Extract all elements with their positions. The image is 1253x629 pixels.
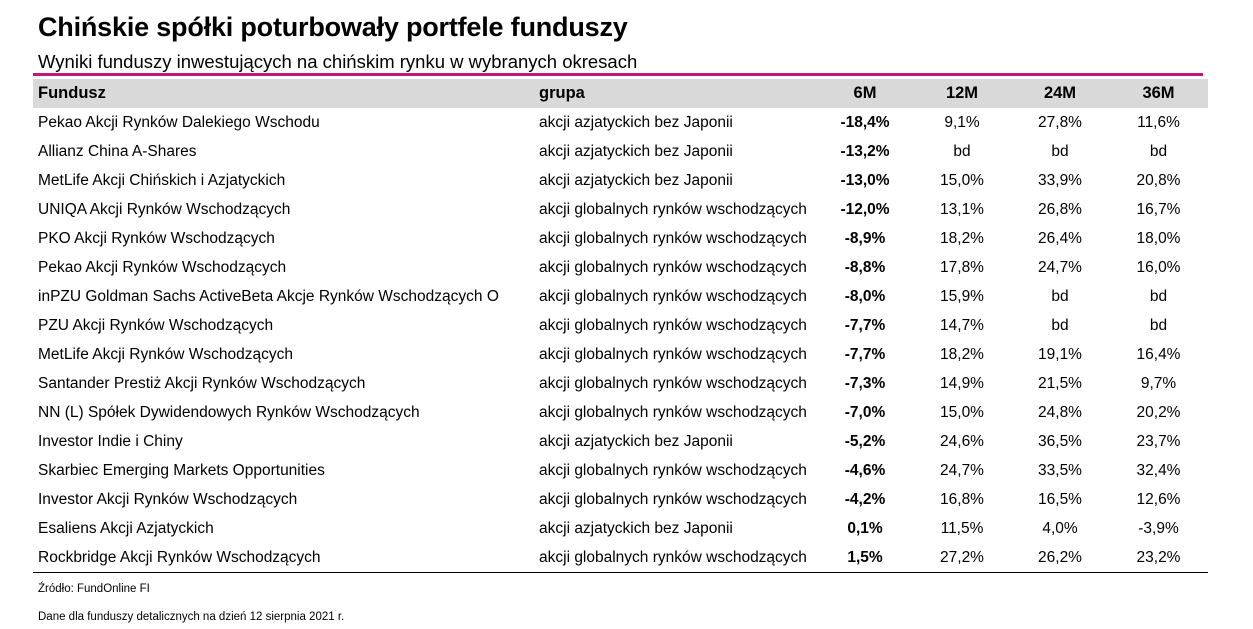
cell-return-12m: 11,5% — [940, 519, 984, 537]
cell-return-36m: 23,7% — [1136, 432, 1181, 450]
table-row — [33, 311, 1208, 340]
cell-return-6m: -8,9% — [844, 229, 886, 247]
cell-fund-name: Investor Indie i Chiny — [38, 432, 183, 450]
cell-return-6m: -8,0% — [844, 287, 886, 305]
cell-return-12m: 14,9% — [940, 374, 984, 392]
cell-group: akcji globalnych rynków wschodzących — [539, 345, 807, 363]
cell-fund-name: MetLife Akcji Chińskich i Azjatyckich — [38, 171, 286, 189]
column-header-24m: 24M — [1043, 84, 1077, 102]
table-row — [33, 224, 1208, 253]
cell-fund-name: Santander Prestiż Akcji Rynków Wschodzących — [38, 374, 366, 392]
table-row — [33, 340, 1208, 369]
table-row — [33, 108, 1208, 137]
cell-return-24m: 36,5% — [1038, 432, 1082, 450]
cell-fund-name: Skarbiec Emerging Markets Opportunities — [38, 461, 325, 479]
cell-return-36m: bd — [1149, 287, 1168, 305]
cell-return-24m: 26,2% — [1011, 543, 1109, 573]
cell-return-12m: 15,9% — [940, 287, 984, 305]
cell-return-12m: 9,1% — [944, 113, 980, 131]
cell-fund-name: PKO Akcji Rynków Wschodzących — [38, 229, 275, 247]
page-title: Chińskie spółki poturbowały portfele funduszy — [38, 12, 628, 42]
cell-return-6m: 1,5% — [817, 543, 913, 573]
cell-return-12m: 18,2% — [940, 345, 984, 363]
cell-fund-name: MetLife Akcji Rynków Wschodzących — [38, 345, 293, 363]
cell-return-24m: 26,8% — [1038, 200, 1082, 218]
table-row — [33, 456, 1208, 485]
cell-return-24m: bd — [1051, 142, 1069, 160]
cell-group: akcji globalnych rynków wschodzących — [539, 200, 807, 218]
cell-return-24m: 33,9% — [1038, 171, 1082, 189]
column-header-36m: 36M — [1142, 84, 1175, 102]
cell-return-36m: 23,2% — [1109, 543, 1208, 573]
cell-return-6m: -13,0% — [840, 171, 890, 189]
cell-return-6m: -5,2% — [844, 432, 886, 450]
cell-return-6m: -8,8% — [844, 258, 886, 276]
cell-group: akcji azjatyckich bez Japonii — [539, 432, 733, 450]
cell-return-24m: 27,8% — [1038, 113, 1082, 131]
table-row — [33, 369, 1208, 398]
column-header-12m: 12M — [945, 84, 979, 102]
cell-return-6m: -12,0% — [840, 200, 890, 218]
cell-return-12m: 24,6% — [940, 432, 984, 450]
table-body — [33, 108, 1208, 573]
cell-return-12m: 16,8% — [940, 490, 984, 508]
cell-return-6m: -7,0% — [844, 403, 886, 421]
cell-return-12m: 27,2% — [913, 543, 1011, 573]
cell-group: akcji globalnych rynków wschodzących — [539, 229, 807, 247]
table-row — [33, 282, 1208, 311]
cell-return-36m: 20,2% — [1136, 403, 1181, 421]
cell-fund-name: Esaliens Akcji Azjatyckich — [38, 519, 214, 537]
cell-return-24m: 24,7% — [1038, 258, 1082, 276]
cell-return-6m: -4,6% — [844, 461, 886, 479]
cell-group: akcji globalnych rynków wschodzących — [539, 543, 817, 573]
cell-group: akcji globalnych rynków wschodzących — [539, 490, 807, 508]
cell-return-12m: 13,1% — [940, 200, 984, 218]
cell-fund-name: Allianz China A-Shares — [38, 142, 197, 160]
table-row — [33, 427, 1208, 456]
cell-group: akcji globalnych rynków wschodzących — [539, 287, 807, 305]
cell-return-24m: 16,5% — [1038, 490, 1082, 508]
cell-group: akcji globalnych rynków wschodzących — [539, 461, 807, 479]
cell-return-12m: 15,0% — [940, 403, 984, 421]
column-header-fund: Fundusz — [38, 84, 106, 102]
cell-return-24m: 26,4% — [1038, 229, 1082, 247]
cell-return-36m: 9,7% — [1140, 374, 1177, 392]
cell-return-36m: 11,6% — [1137, 113, 1180, 131]
cell-return-12m: 18,2% — [940, 229, 984, 247]
cell-return-36m: bd — [1149, 316, 1168, 334]
cell-return-6m: -13,2% — [840, 142, 890, 160]
cell-return-6m: -7,7% — [844, 345, 886, 363]
cell-return-24m: 4,0% — [1042, 519, 1078, 537]
table-row — [33, 398, 1208, 427]
cell-return-36m: 12,6% — [1136, 490, 1181, 508]
cell-group: akcji azjatyckich bez Japonii — [539, 519, 733, 537]
cell-group: akcji globalnych rynków wschodzących — [539, 374, 807, 392]
cell-group: akcji globalnych rynków wschodzących — [539, 258, 807, 276]
cell-return-36m: 18,0% — [1136, 229, 1181, 247]
table-row — [33, 485, 1208, 514]
cell-return-12m: 14,7% — [940, 316, 984, 334]
cell-fund-name: inPZU Goldman Sachs ActiveBeta Akcje Rynków Wschodzących O — [38, 287, 499, 305]
cell-fund-name: Rockbridge Akcji Rynków Wschodzących — [33, 543, 539, 573]
cell-return-24m: 24,8% — [1038, 403, 1082, 421]
cell-return-24m: bd — [1051, 287, 1069, 305]
table-row — [33, 137, 1208, 166]
cell-group: akcji globalnych rynków wschodzących — [539, 316, 807, 334]
table-row — [33, 253, 1208, 282]
accent-rule — [33, 73, 1203, 76]
cell-return-6m: -7,7% — [844, 316, 886, 334]
cell-return-6m: -7,3% — [844, 374, 886, 392]
cell-fund-name: NN (L) Spółek Dywidendowych Rynków Wschodzących — [38, 403, 420, 421]
cell-group: akcji azjatyckich bez Japonii — [539, 113, 733, 131]
cell-return-12m: 17,8% — [940, 258, 984, 276]
table-row — [33, 195, 1208, 224]
cell-group: akcji globalnych rynków wschodzących — [539, 403, 807, 421]
cell-return-36m: bd — [1149, 142, 1168, 160]
cell-return-6m: -4,2% — [844, 490, 886, 508]
column-header-6m: 6M — [853, 84, 877, 102]
cell-return-36m: -3,9% — [1138, 519, 1179, 537]
cell-return-12m: 15,0% — [940, 171, 984, 189]
cell-return-36m: 16,4% — [1136, 345, 1181, 363]
cell-fund-name: PZU Akcji Rynków Wschodzących — [38, 316, 274, 334]
cell-return-36m: 32,4% — [1136, 461, 1181, 479]
page-subtitle: Wyniki funduszy inwestujących na chińskim rynku w wybranych okresach — [38, 51, 638, 72]
cell-fund-name: Pekao Akcji Rynków Dalekiego Wschodu — [38, 113, 320, 131]
table-row — [33, 543, 1208, 573]
table-header-row — [33, 79, 1208, 108]
table-row — [33, 514, 1208, 543]
cell-return-12m: bd — [953, 142, 971, 160]
column-header-group: grupa — [539, 84, 585, 102]
cell-return-6m: -18,4% — [840, 113, 890, 131]
cell-return-24m: 33,5% — [1038, 461, 1082, 479]
cell-return-24m: 21,5% — [1038, 374, 1082, 392]
table-row — [33, 166, 1208, 195]
cell-group: akcji azjatyckich bez Japonii — [539, 142, 733, 160]
cell-return-24m: 19,1% — [1038, 345, 1082, 363]
cell-return-12m: 24,7% — [940, 461, 984, 479]
cell-return-36m: 20,8% — [1136, 171, 1181, 189]
cell-fund-name: Investor Akcji Rynków Wschodzących — [38, 490, 298, 508]
cell-return-36m: 16,7% — [1136, 200, 1181, 218]
cell-return-24m: bd — [1051, 316, 1069, 334]
cell-return-6m: 0,1% — [847, 519, 883, 537]
date-note: Dane dla funduszy detalicznych na dzień 12 sierpnia 2021 r. — [38, 611, 345, 623]
funds-table — [33, 79, 1208, 573]
cell-fund-name: UNIQA Akcji Rynków Wschodzących — [38, 200, 291, 218]
source-note: Źródło: FundOnline FI — [38, 583, 150, 595]
cell-fund-name: Pekao Akcji Rynków Wschodzących — [38, 258, 287, 276]
cell-return-36m: 16,0% — [1136, 258, 1181, 276]
cell-group: akcji azjatyckich bez Japonii — [539, 171, 733, 189]
